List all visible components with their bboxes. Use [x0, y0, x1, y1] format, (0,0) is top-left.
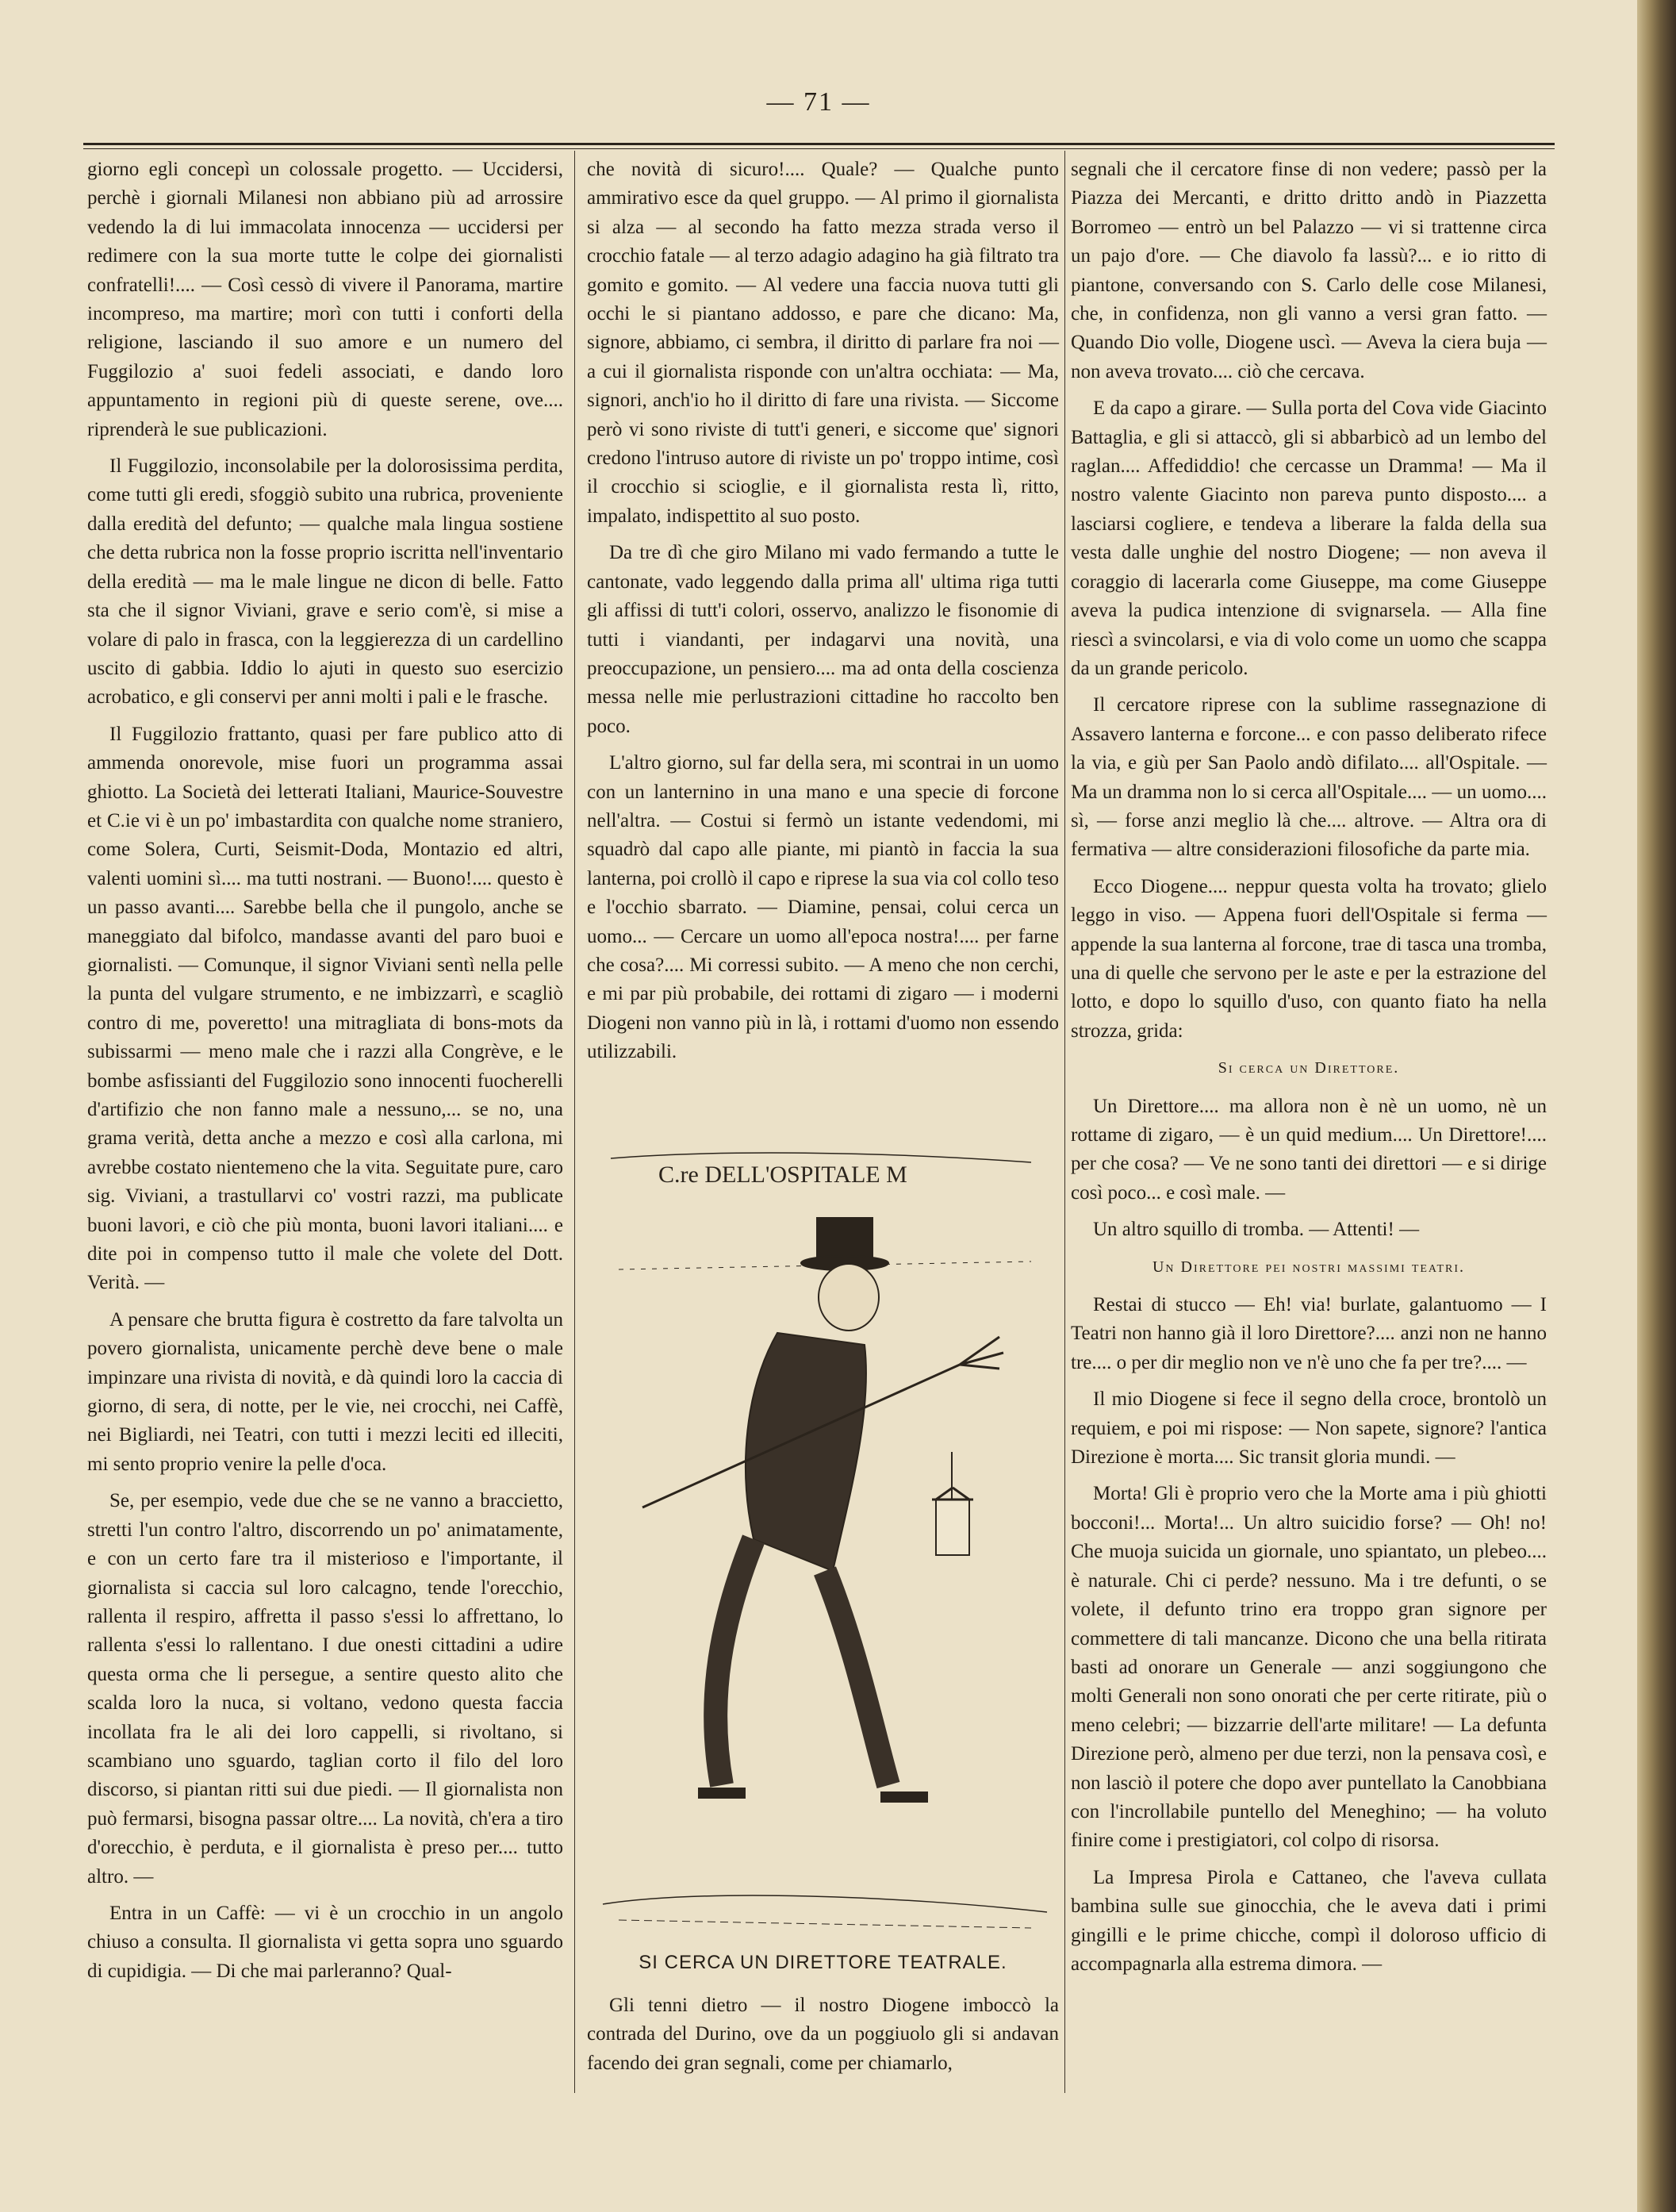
top-hat	[817, 1218, 873, 1262]
ground-line	[619, 1920, 1031, 1928]
paragraph: che novità di sicuro!.... Quale? — Qualche punto ammirativo esce da quel gruppo. — Al primo il giornalista si alza — al secondo ha fatto mezza strada verso il crocchio fatale — al terzo adagio adagino ha già filtrato tra gomito e gomito. — Al vedere una faccia nuova tutti gli occhi le si piantano addosso, e pare che dicano: Ma, signore, abbiamo, ci sembra, il diritto di parlare fra noi — a cui il giornalista risponde con un'altra occhiata: — Ma, signori, anch'io ho il diritto di fare una rivista. — Siccome però vi sono riviste di tutt'i generi, e siccome que' signori credono l'intruso autore di riviste un po' troppo intime, così il crocchio si scioglie, e il giornalista resta lì, ritto, impalato, indispettito al suo posto.	[587, 159, 1059, 527]
paragraph: Restai di stucco — Eh! via! burlate, galantuomo — I Teatri non hanno già il loro Direttore?.... anzi non ne hanno tre.... o per dir meglio non ve n'è uno che fa per tre?.... —	[1071, 1294, 1547, 1373]
diogenes-illustration	[587, 1127, 1059, 1968]
paragraph: Morta! Gli è proprio vero che la Morte ama i più ghiotti bocconi!... Morta!... Un altro suicidio forse? — Oh! no! Che muoja suicida un giornale, uno spiantato, un plebeo.... è naturale. Chi ci perde? nessuno. Ma i tre defunti, o se volete, il defunto trino era troppo gran signore per commettere di tali mancanze. Dicono che una bella ritirata basti ad onorare un Generale — anzi soggiungono che molti Generali non sono onorati che per certe ritirate, più o meno celebri; — bizzarrie dell'arte militare! — La defunta Direzione però, almeno per due terzi, non la pensava così, e non lasciò il potere che dopo aver puntellato la Canobbiana con l'incrollabile puntello del Meneghino; — ha voluto finire come i prestigiatori, col colpo di risorsa.	[1071, 1483, 1547, 1852]
paragraph: L'altro giorno, sul far della sera, mi scontrai in un uomo con un lanternino in una mano e una specie di forcone nell'altra. — Costui si fermò un istante vedendomi, mi squadrò dal capo alle piante, mi piantò in faccia la sua lanterna, poi crollò il capo e riprese la sua via col collo teso e l'occhio sbarrato. — Diamine, pensai, colui cerca un uomo... — Cercare un uomo all'epoca nostra!.... per farne che cosa?.... Mi corressi subito. — A meno che non cerchi, e mi par più probabile, dei rottami di zigaro — i moderni Diogeni non vanno più in là, i rottami d'uomo non essendo utilizzabili.	[587, 752, 1059, 1063]
paragraph: E da capo a girare. — Sulla porta del Cova vide Giacinto Battaglia, e gli si attaccò, gli si abbarbicò ad un lembo del raglan.... Affediddio! che cercasse un Dramma! — Ma il nostro valente Giacinto non pareva punto disposto.... a lasciarsi cogliere, e tendeva a liberare la falda della sua vesta dalle unghie del nostro Diogene; — non aveva il coraggio di lacerarla come Giuseppe, ma come Giuseppe aveva la pudica intenzione di svignarsela. — Alla fine riescì a svincolarsi, e via di volo come un uomo che scappa da un grande pericolo.	[1071, 397, 1547, 679]
binding-edge	[1637, 0, 1676, 2212]
header-rule	[83, 143, 1555, 145]
illustration-caption: SI CERCA UN DIRETTORE TEATRALE.	[639, 1952, 1007, 1973]
paragraph: giorno egli concepì un colossale progetto. — Uccidersi, perchè i giornali Milanesi non abbiano più ad arrossire vedendo la di lui immacolata innocenza — uccidersi per redimere con la sua morte tutte le colpe dei giornalisti confratelli!.... — Così cessò di vivere il Panorama, martire incompreso, ma martire; morì con tutti i conforti della religione, lasciando il suo amore e un numero del Fuggilozio a' suoi fedeli associati, e dando loro appuntamento in regioni più di queste serene, ove.... riprenderà le sue publicazioni.	[87, 159, 563, 440]
column-middle-bottom	[587, 1991, 1059, 2078]
section-heading: Si cerca un Direttore.	[1218, 1059, 1400, 1077]
paragraph: Se, per esempio, vede due che se ne vanno a braccietto, stretti l'un contro l'altro, discorrendo un po' animatamente, e con un certo fare tra il misterioso e l'importante, il giornalista si caccia sul loro calcagno, tende l'orecchio, rallenta il respiro, affretta il passo s'essi lo affrettano, lo rallenta s'essi lo rallentano. I due onesti cittadini a udire questa orma che li persegue, a sentire questo alito che scalda loro la nuca, si voltano, vedono questa faccia incollata fra le ali dei loro cappelli, si rivoltano, si scambiano uno sguardo, taglian corto il filo del loro discorso, si piantan ritti sui due piedi. — Il giornalista non può fermarsi, bisogna passar oltre.... La novità, ch'era a tiro d'orecchio, è perduta, e il giornalista è preso per.... tutto altro. —	[87, 1490, 563, 1887]
column-left	[87, 156, 563, 1994]
head	[819, 1264, 879, 1331]
paragraph: La Impresa Pirola e Cattaneo, che l'aveva cullata bambina sulle sue ginocchia, che le aveva dati i primi gingilli e le prime chicche, compì il doloroso ufficio di accompagnarla alla estrema dimora. —	[1071, 1866, 1547, 1975]
paragraph: segnali che il cercatore finse di non vedere; passò per la Piazza dei Mercanti, e dritto dritto andò in Piazzetta Borromeo — entrò un bel Palazzo — vi si trattenne circa un pajo d'ore. — Che diavolo fa lassù?... e io ritto di piantone, conversando con S. Carlo delle cose Milanesi, che, in confidenza, non gli vanno a versi gran fatto. — Quando Dio volle, Diogene uscì. — Aveva la ciera buja — non aveva trovato.... ciò che cercava.	[1071, 159, 1547, 382]
paragraph: Da tre dì che giro Milano mi vado fermando a tutte le cantonate, vado leggendo dalla prima all' ultima riga tutti gli affissi di tutt'i colori, osservo, analizzo le fisonomie di tutti i viandanti, per indagarvi una novità, una preoccupazione, un pensiero.... ma ad onta della coscienza messa nelle mie perlustrazioni cittadine ho raccolto ben poco.	[587, 542, 1059, 737]
paragraph: Il mio Diogene si fece il segno della croce, brontolò un requiem, e poi mi rispose: — Non sapete, signore? l'antica Direzione è morta.... Sic transit gloria mundi. —	[1071, 1388, 1547, 1469]
paragraph: Ecco Diogene.... neppur questa volta ha trovato; glielo leggo in viso. — Appena fuori dell'Ospitale si ferma — appende la sua lanterna al forcone, trae di tasca una tromba, una di quelle che servono per le aste e per la estrazione del lotto, e dopo lo squillo d'uso, con quanto fiato ha nella strozza, grida:	[1071, 875, 1547, 1042]
pitchfork-tines	[960, 1337, 1003, 1369]
paragraph: Un altro squillo di tromba. — Attenti! —	[1093, 1219, 1420, 1241]
paragraph: Il cercatore riprese con la sublime rassegnazione di Assavero lanterna e forcone... e con passo deliberato rifece la via, e giù per San Paolo andò difilato.... all'Ospitale. — Ma un dramma non lo si cerca all'Ospitale.... — un uomo.... sì, — forse anzi meglio là che.... altrove. — Altra ora di fermativa — altre considerazioni filosofiche da parte mia.	[1071, 694, 1547, 861]
column-divider-2	[1064, 151, 1065, 2093]
paragraph: Il Fuggilozio frattanto, quasi per fare publico atto di ammenda onorevole, mise fuori un programma assai ghiotto. La Società dei letterati Italiani, Maurice-Souvestre et C.ie vi è un po' imbastardita con qualche nome straniero, come Solera, Curti, Seismit-Doda, Montazio ed altri, valenti uomini sì.... ma tutti nostrani. — Buono!.... questo è un passo avanti.... Sarebbe bella che il pungolo, anche se maneggiato dal bifolco, mandasse avanti del paro buoi e giornalisti. — Comunque, il signor Viviani sentì nella pelle la punta del vulgare strumento, e ne imbizzarrì, e scagliò contro di me, poveretto! una mitragliata di bons-mots da subissarmi — meno male che i razzi alla Congrève, e le bombe asfissianti del Fuggilozio sono innocenti fuocherelli d'artifizio che non fanno male a nessuno,... se no, una grama verità, detta anche a mezzo e così alla carlona, mi avrebbe costato nientemeno che la vita. Seguitate pure, caro sig. Viviani, a trastullarvi co' vostri razzi, ma publicate buoni lavori, e ciò che più monta, buoni lavori italiani.... e dite poi in compenso tutto il male che volete del Dott. Verità. —	[87, 723, 563, 1294]
leg-right	[825, 1571, 888, 1785]
paragraph: Il Fuggilozio, inconsolabile per la dolorosissima perdita, come tutti gli eredi, sfoggiò subito una rubrica, proveniente dalla eredità del defunto; — qualche mala lingua sostiene che detta rubrica non la fosse proprio iscritta nell'inventario della eredità — ma le male lingue ne dicon di belle. Fatto sta che il signor Viviani, grave e serio com'è, si mise a volare di palo in frasca, con la leggierezza di un cardellino uscito di gabbia. Iddio lo ajuti in questo suo esercizio acrobatico, e gli conservi per anni molti i pali e le frasche.	[87, 455, 563, 709]
lantern	[936, 1500, 969, 1555]
leg-left	[715, 1539, 754, 1785]
section-heading: Un Direttore pei nostri massimi teatri.	[1152, 1258, 1466, 1276]
sign-text: C.re DELL'OSPITALE M	[658, 1162, 907, 1188]
column-right	[1071, 156, 1547, 1987]
header-rule-thin	[83, 148, 1555, 149]
paragraph: A pensare che brutta figura è costretto da fare talvolta un povero giornalista, unicamente perchè deve bene o male impinzare una rivista di novità, e dà quindi loro la caccia di giorno, di sera, di notte, per le vie, nei crocchi, nei Caffè, nei Bigliardi, nei Teatri, con tutti i mezzi leciti ed illeciti, mi sento proprio venire la pelle d'oca.	[87, 1308, 563, 1475]
column-divider-1	[574, 151, 575, 2093]
paragraph: Entra in un Caffè: — vi è un crocchio in un angolo chiuso a consulta. Il giornalista vi getta sopra uno sguardo di cupidigia. — Di che mai parleranno? Qual-	[87, 1902, 563, 1982]
paragraph: Gli tenni dietro — il nostro Diogene imboccò la contrada del Durino, ove da un poggiuolo gli si andavan facendo dei gran segnali, come per chiamarlo,	[587, 1995, 1059, 2074]
paragraph: Un Direttore.... ma allora non è nè un uomo, nè un rottame di zigaro, — è un quid medium.... Un Direttore!.... per che cosa? — Ve ne sono tanti dei direttori — e si dirige così poco... e così male. —	[1071, 1095, 1547, 1204]
page-number: — 71 —	[766, 87, 871, 117]
column-middle	[587, 156, 1059, 1075]
ground-line	[603, 1895, 1047, 1912]
